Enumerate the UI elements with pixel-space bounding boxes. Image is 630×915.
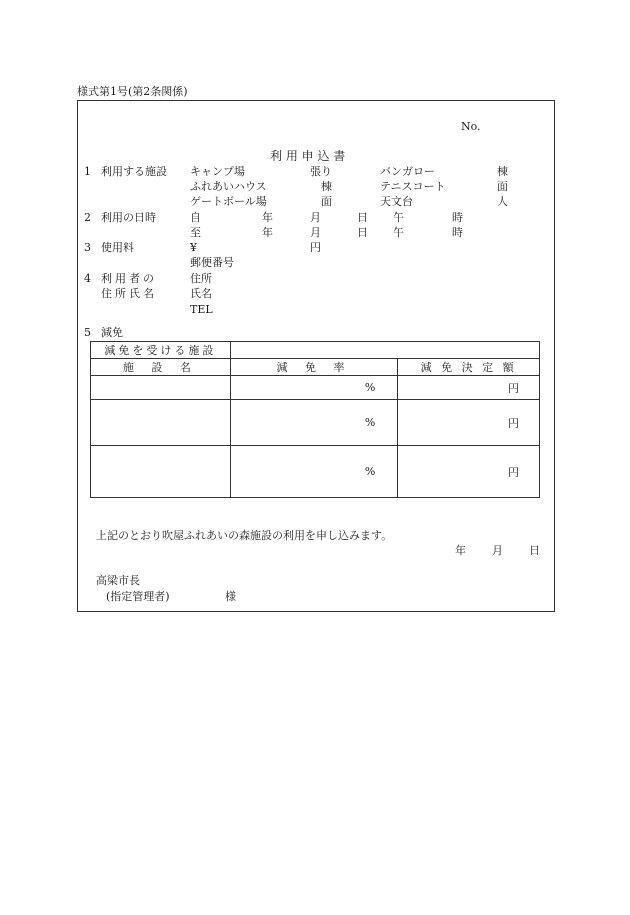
yen-unit: 円 (508, 465, 519, 479)
date-to-day: 日 (357, 226, 368, 239)
facility-house-unit: 棟 (321, 180, 332, 193)
exemption-facility-value[interactable] (230, 342, 539, 359)
address-label: 住所 (190, 272, 212, 285)
row-rate-cell[interactable] (230, 400, 398, 446)
number-label: No. (461, 120, 481, 133)
section-1-label: 利用する施設 (101, 165, 167, 178)
section-4-label-line1: 利用者の (101, 272, 157, 285)
date-from-year: 年 (262, 211, 273, 224)
exemption-table (90, 341, 540, 498)
date-from-day: 日 (357, 211, 368, 224)
row-amount-cell[interactable] (398, 400, 540, 446)
row-facility-cell[interactable] (91, 400, 231, 446)
percent-sign: % (364, 465, 376, 478)
facility-tennis-name: テニスコート (380, 180, 446, 193)
section-2-number: 2 (84, 211, 91, 224)
table-row (91, 400, 540, 446)
facility-bungalow-name: バンガロー (380, 165, 435, 178)
facility-house-name: ふれあいハウス (190, 180, 267, 193)
table-row (91, 376, 540, 400)
row-amount-cell[interactable] (398, 376, 540, 400)
form-number-note: 様式第1号(第2条関係) (77, 85, 188, 98)
form-title: 利 用 申 込 書 (270, 149, 346, 163)
row-rate-cell[interactable] (230, 376, 398, 400)
date-day: 日 (529, 544, 540, 557)
tel-label: TEL (190, 303, 213, 316)
section-4-label-line2: 住所氏名 (101, 287, 157, 300)
section-5-number: 5 (84, 326, 91, 339)
row-facility-cell[interactable] (91, 376, 231, 400)
col-header-amount: 減 免 決 定 額 (398, 359, 540, 376)
row-facility-cell[interactable] (91, 446, 231, 498)
exemption-facility-header: 減免を受ける施設 (91, 342, 231, 359)
date-to-year: 年 (262, 226, 273, 239)
declaration-text: 上記のとおり吹屋ふれあいの森施設の利用を申し込みます。 (96, 529, 393, 542)
name-label: 氏名 (190, 287, 212, 300)
percent-sign: % (364, 416, 376, 429)
fee-yen-unit: 円 (310, 241, 321, 254)
section-5-label: 減免 (101, 326, 123, 339)
section-4-number: 4 (84, 272, 91, 285)
date-to-month: 月 (310, 226, 321, 239)
date-from-ampm: 午 (393, 211, 404, 224)
postal-code-label: 郵便番号 (190, 256, 234, 269)
facility-gateball-name: ゲートボール場 (190, 195, 267, 208)
date-from-month: 月 (310, 211, 321, 224)
row-rate-cell[interactable] (230, 446, 398, 498)
table-row (91, 446, 540, 498)
date-year: 年 (455, 544, 466, 557)
section-1-number: 1 (84, 165, 91, 178)
percent-sign: % (364, 381, 376, 394)
section-3-number: 3 (84, 241, 91, 254)
addressee-mayor: 高梁市長 (96, 574, 140, 587)
section-3-label: 使用料 (101, 241, 134, 254)
date-month: 月 (492, 544, 503, 557)
facility-camp-unit: 張り (310, 165, 332, 178)
facility-gateball-unit: 面 (321, 195, 332, 208)
col-header-rate: 減 免 率 (230, 359, 398, 376)
date-from-label: 自 (190, 211, 201, 224)
fee-yen-sign: ¥ (190, 241, 197, 254)
date-to-label: 至 (190, 226, 201, 239)
yen-unit: 円 (508, 381, 519, 395)
yen-unit: 円 (508, 416, 519, 430)
facility-observatory-unit: 人 (497, 195, 508, 208)
row-amount-cell[interactable] (398, 446, 540, 498)
addressee-honorific: 様 (225, 590, 236, 603)
facility-tennis-unit: 面 (497, 180, 508, 193)
col-header-facility: 施 設 名 (91, 359, 231, 376)
date-from-hour: 時 (452, 211, 463, 224)
facility-bungalow-unit: 棟 (497, 165, 508, 178)
facility-observatory-name: 天文台 (380, 195, 413, 208)
addressee-manager: (指定管理者) (106, 590, 170, 603)
section-2-label: 利用の日時 (101, 211, 156, 224)
date-to-ampm: 午 (393, 226, 404, 239)
date-to-hour: 時 (452, 226, 463, 239)
facility-camp-name: キャンプ場 (190, 165, 245, 178)
